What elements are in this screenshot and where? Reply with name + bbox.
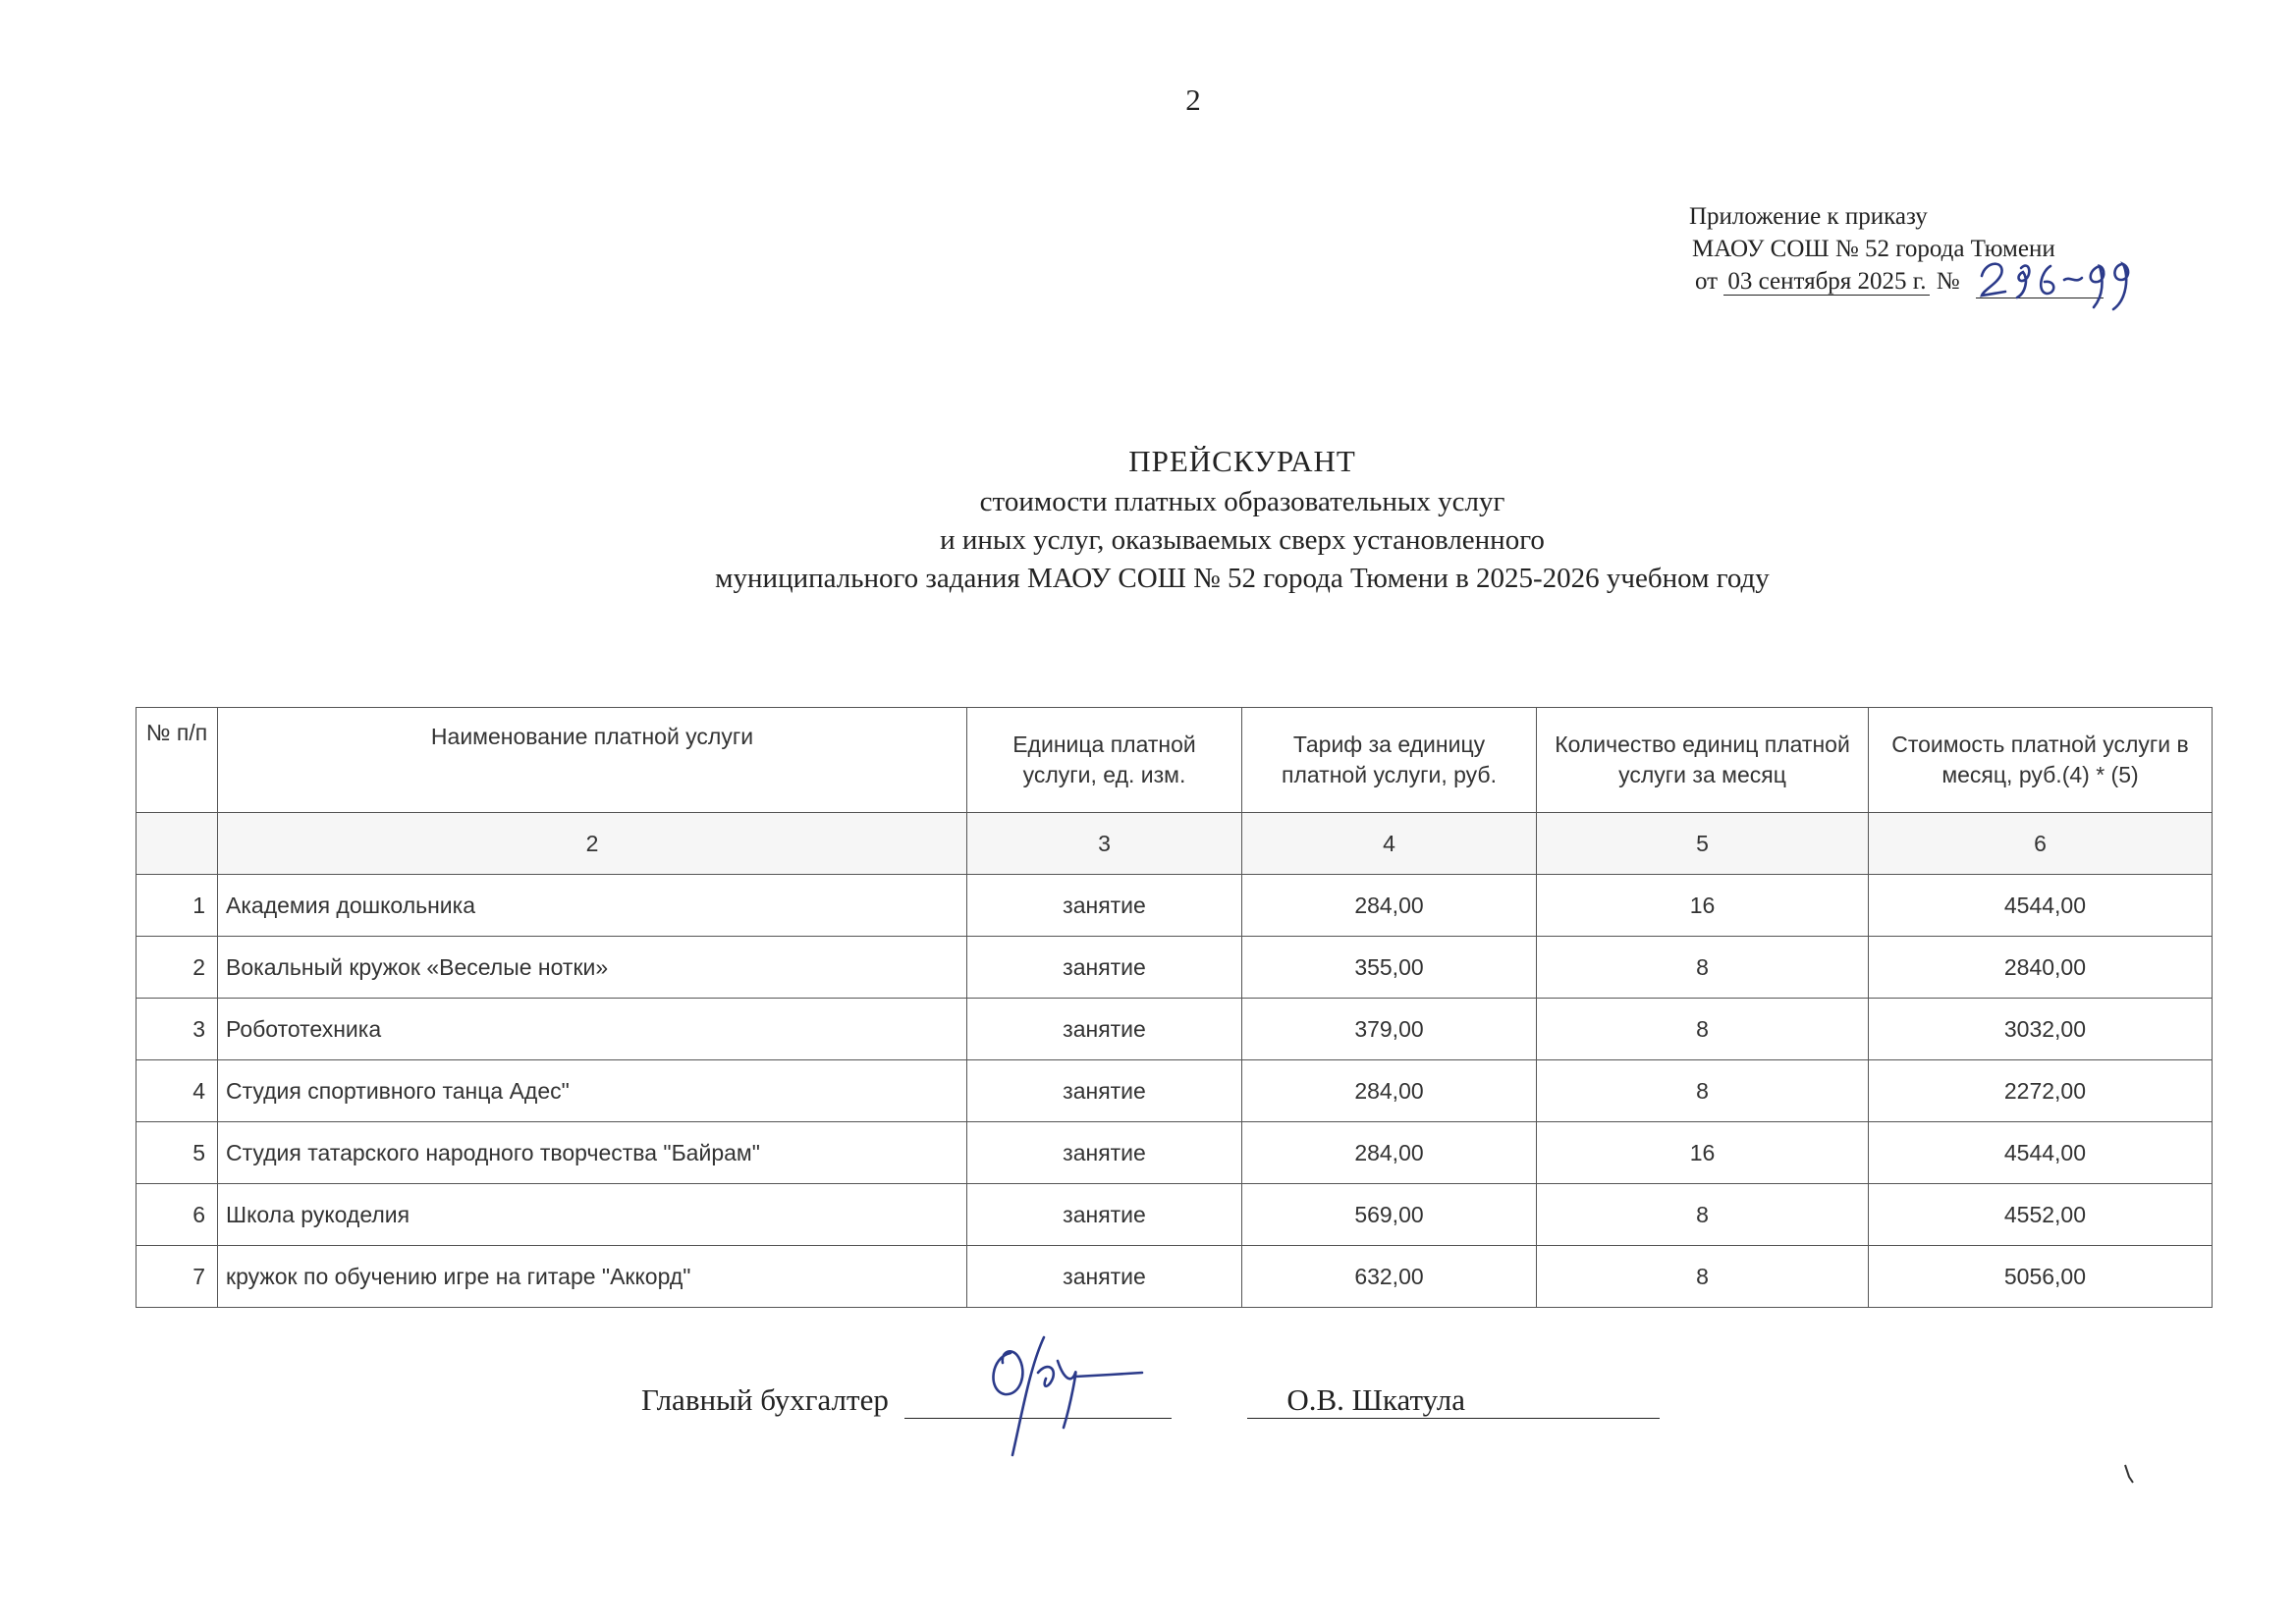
- page-number: 2: [1185, 82, 1201, 117]
- header-tariff: Тариф за единицу платной услуги, руб.: [1242, 708, 1537, 813]
- table-row: [137, 1246, 2213, 1308]
- number-label: №: [1936, 268, 1960, 295]
- table-row: [137, 1184, 2213, 1246]
- handwritten-signature-icon: [973, 1333, 1150, 1461]
- subtitle-line-2: и иных услуг, оказываемых сверх установленного: [940, 524, 1545, 556]
- row-cost: 5056,00: [1869, 1246, 2213, 1308]
- index-cell: 2: [218, 813, 967, 875]
- row-cost: 2840,00: [1869, 937, 2213, 999]
- row-cost: 4544,00: [1869, 875, 2213, 937]
- subtitle-line-3: муниципального задания МАОУ СОШ № 52 города Тюмени в 2025-2026 учебном году: [715, 563, 1770, 594]
- document-subtitle: [0, 483, 2296, 598]
- row-unit: занятие: [967, 1184, 1242, 1246]
- row-tariff: 355,00: [1242, 937, 1537, 999]
- appendix-line-2: МАОУ СОШ № 52 города Тюмени: [1692, 236, 2055, 262]
- table-row: [137, 999, 2213, 1060]
- appendix-block: [1689, 200, 2104, 298]
- appendix-line-1: Приложение к приказу: [1689, 203, 1928, 230]
- header-cost: Стоимость платной услуги в месяц, руб.(4) * (5): [1869, 708, 2213, 813]
- index-cell: 4: [1242, 813, 1537, 875]
- row-name: Студия спортивного танца Адес": [218, 1060, 967, 1122]
- row-qty: 8: [1537, 937, 1869, 999]
- row-cost: 3032,00: [1869, 999, 2213, 1060]
- signature-line: [904, 1384, 1172, 1419]
- index-cell: [137, 813, 218, 875]
- header-name: Наименование платной услуги: [218, 708, 967, 813]
- row-num: 2: [137, 937, 218, 999]
- row-num: 3: [137, 999, 218, 1060]
- row-num: 4: [137, 1060, 218, 1122]
- price-table: [136, 707, 2213, 1308]
- row-tariff: 632,00: [1242, 1246, 1537, 1308]
- row-qty: 16: [1537, 875, 1869, 937]
- handwritten-order-number-icon: [1976, 250, 2143, 311]
- index-cell: 3: [967, 813, 1242, 875]
- table-row: [137, 1122, 2213, 1184]
- row-tariff: 379,00: [1242, 999, 1537, 1060]
- row-tariff: 569,00: [1242, 1184, 1537, 1246]
- row-qty: 8: [1537, 1246, 1869, 1308]
- pen-mark-icon: [2119, 1463, 2139, 1487]
- row-unit: занятие: [967, 1246, 1242, 1308]
- row-num: 1: [137, 875, 218, 937]
- row-name: Студия татарского народного творчества "Байрам": [218, 1122, 967, 1184]
- document-title: ПРЕЙСКУРАНТ: [1128, 444, 1356, 478]
- row-tariff: 284,00: [1242, 875, 1537, 937]
- row-name: Школа рукоделия: [218, 1184, 967, 1246]
- row-tariff: 284,00: [1242, 1060, 1537, 1122]
- header-num: № п/п: [137, 708, 218, 813]
- subtitle-line-1: стоимости платных образовательных услуг: [979, 486, 1505, 517]
- signature-block: [641, 1382, 1660, 1419]
- row-qty: 16: [1537, 1122, 1869, 1184]
- row-unit: занятие: [967, 999, 1242, 1060]
- appendix-date-line: [1689, 265, 2104, 298]
- table-header-row: [137, 708, 2213, 813]
- row-cost: 4552,00: [1869, 1184, 2213, 1246]
- table-row: [137, 937, 2213, 999]
- table-row: [137, 1060, 2213, 1122]
- row-qty: 8: [1537, 1060, 1869, 1122]
- row-tariff: 284,00: [1242, 1122, 1537, 1184]
- from-label: от: [1695, 268, 1719, 295]
- row-num: 5: [137, 1122, 218, 1184]
- row-cost: 4544,00: [1869, 1122, 2213, 1184]
- row-unit: занятие: [967, 875, 1242, 937]
- column-index-row: [137, 813, 2213, 875]
- order-number-handwritten: [1976, 274, 2104, 298]
- header-unit: Единица платной услуги, ед. изм.: [967, 708, 1242, 813]
- row-unit: занятие: [967, 937, 1242, 999]
- signature-role: Главный бухгалтер: [641, 1382, 889, 1417]
- row-unit: занятие: [967, 1060, 1242, 1122]
- row-num: 6: [137, 1184, 218, 1246]
- header-qty: Количество единиц платной услуги за месяц: [1537, 708, 1869, 813]
- row-name: Академия дошкольника: [218, 875, 967, 937]
- index-cell: 5: [1537, 813, 1869, 875]
- signature-name: О.В. Шкатула: [1247, 1382, 1660, 1419]
- row-num: 7: [137, 1246, 218, 1308]
- row-qty: 8: [1537, 999, 1869, 1060]
- row-unit: занятие: [967, 1122, 1242, 1184]
- row-cost: 2272,00: [1869, 1060, 2213, 1122]
- table-row: [137, 875, 2213, 937]
- index-cell: 6: [1869, 813, 2213, 875]
- row-qty: 8: [1537, 1184, 1869, 1246]
- row-name: Вокальный кружок «Веселые нотки»: [218, 937, 967, 999]
- row-name: Робототехника: [218, 999, 967, 1060]
- order-date: 03 сентября 2025 г.: [1723, 268, 1930, 296]
- row-name: кружок по обучению игре на гитаре "Аккорд": [218, 1246, 967, 1308]
